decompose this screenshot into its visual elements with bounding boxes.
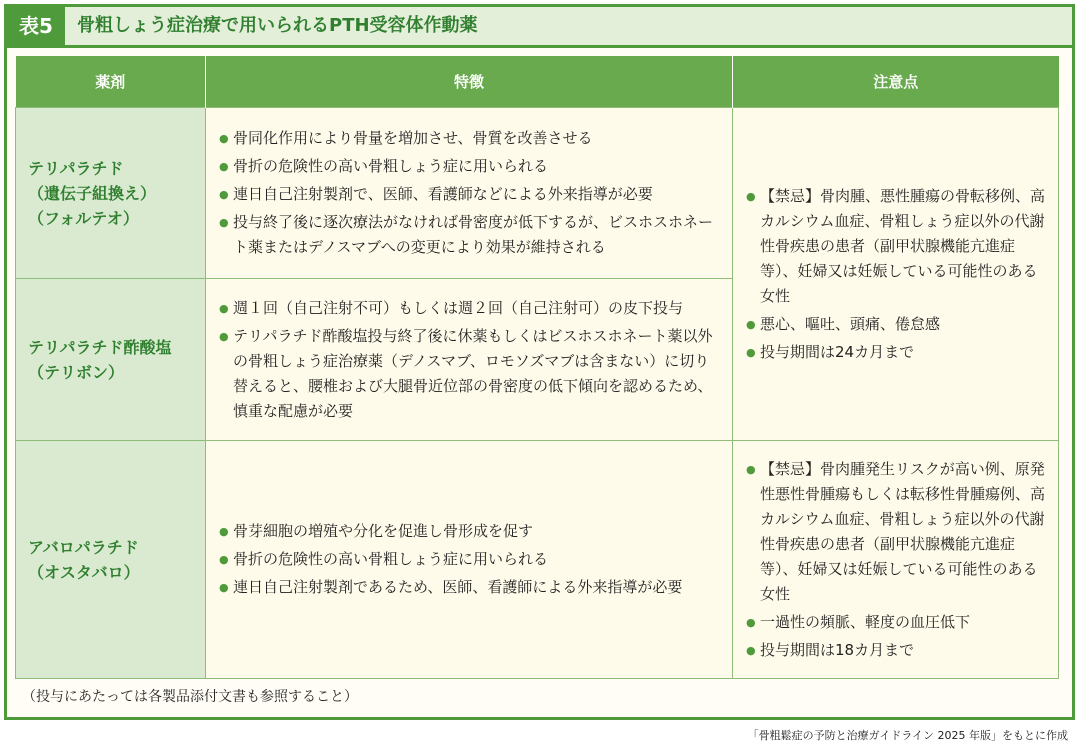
caution-item: ● 【禁忌】骨肉腫発生リスクが高い例、原発性悪性骨腫瘍もしくは転移性骨腫瘍例、高カルシウム血症、骨粗しょう症以外の代謝性骨疾患の患者（副甲状腺機能亢進症等）、妊婦又は妊娠している可能性のある女性 — [746, 457, 1047, 607]
footnote: （投与にあたっては各製品添付文書も参照すること） — [22, 689, 358, 705]
cautions-cell — [733, 441, 1059, 679]
feature-item: ● 連日自己注射製剤であるため、医師、看護師による外来指導が必要 — [219, 575, 721, 600]
drug-name: アバロパラチド — [28, 537, 139, 557]
drug-name: テリパラチド — [28, 158, 124, 178]
feature-item: ● テリパラチド酢酸塩投与終了後に休薬もしくはビスホスホネート薬以外の骨粗しょう症治療薬（デノスマブ、ロモソズマブは含まない）に切り替えると、腰椎および大腿骨近位部の骨密度の低下傾向を認めるため、慎重な配慮が必要 — [219, 324, 721, 424]
feature-item: ● 骨折の危険性の高い骨粗しょう症に用いられる — [219, 154, 721, 179]
drug-table — [15, 56, 1059, 679]
cautions-cell — [733, 108, 1059, 441]
feature-item: ● 骨同化作用により骨量を増加させ、骨質を改善させる — [219, 126, 721, 151]
caution-item: ● 投与期間は18カ月まで — [746, 638, 1047, 663]
drug-subname: （遺伝子組換え） — [28, 183, 157, 203]
table-row — [16, 108, 1059, 279]
feature-item: ● 骨折の危険性の高い骨粗しょう症に用いられる — [219, 547, 721, 572]
title-bar — [7, 7, 1072, 48]
drug-name: テリパラチド酢酸塩 — [28, 337, 172, 357]
table-row — [16, 441, 1059, 679]
table-number-tag: 表5 — [7, 7, 65, 45]
col-header-cautions: 注意点 — [733, 56, 1059, 108]
feature-item: ● 連日自己注射製剤で、医師、看護師などによる外来指導が必要 — [219, 182, 721, 207]
drug-cell — [16, 441, 206, 679]
col-header-features: 特徴 — [206, 56, 733, 108]
caution-item: ● 投与期間は24カ月まで — [746, 340, 1047, 365]
feature-item: ● 週１回（自己注射不可）もしくは週２回（自己注射可）の皮下投与 — [219, 296, 721, 321]
features-cell — [206, 108, 733, 279]
drug-brand: （オスタバロ） — [28, 562, 140, 582]
source-citation: 「骨粗鬆症の予防と治療ガイドライン 2025 年版」をもとに作成 — [747, 729, 1068, 742]
features-cell — [206, 441, 733, 679]
drug-cell — [16, 108, 206, 279]
drug-cell — [16, 279, 206, 441]
caution-item: ● 一過性の頻脈、軽度の血圧低下 — [746, 610, 1047, 635]
drug-brand: （フォルテオ） — [28, 208, 139, 228]
table-title: 骨粗しょう症治療で用いられるPTH受容体作動薬 — [77, 15, 478, 36]
drug-brand: （テリボン） — [28, 362, 125, 382]
feature-item: ● 投与終了後に逐次療法がなければ骨密度が低下するが、ビスホスホネート薬またはデノスマブへの変更により効果が維持される — [219, 210, 721, 260]
col-header-drug: 薬剤 — [16, 56, 206, 108]
features-cell — [206, 279, 733, 441]
caution-item: ● 【禁忌】骨肉腫、悪性腫瘍の骨転移例、高カルシウム血症、骨粗しょう症以外の代謝性骨疾患の患者（副甲状腺機能亢進症等）、妊婦又は妊娠している可能性のある女性 — [746, 184, 1047, 309]
feature-item: ● 骨芽細胞の増殖や分化を促進し骨形成を促す — [219, 519, 721, 544]
caution-item: ● 悪心、嘔吐、頭痛、倦怠感 — [746, 312, 1047, 337]
